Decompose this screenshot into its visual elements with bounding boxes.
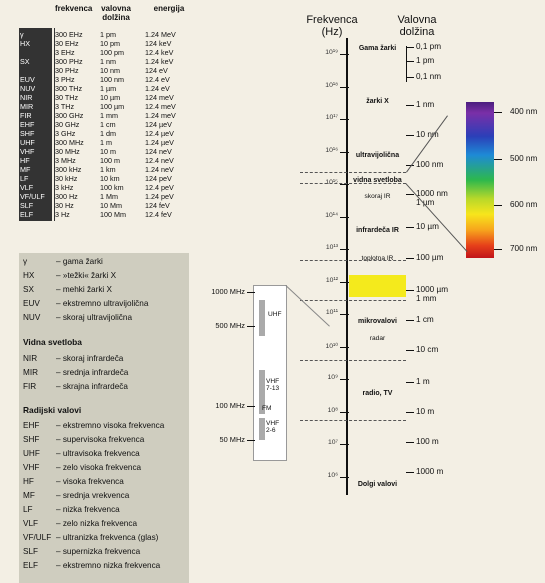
wavelength-label: 0,1 nm (416, 72, 442, 81)
legend-abbrev: EUV (23, 299, 40, 308)
wavelength-tick (406, 194, 414, 195)
energy-cell: 12.4 keV (145, 48, 174, 57)
region-label: skoraj IR (364, 193, 391, 200)
legend-abbrev: MIR (23, 368, 39, 377)
wavelength-cell: 100 Mm (100, 210, 126, 219)
frequency-cell: 3 PHz (55, 75, 75, 84)
legend-description: – »težki« žarki X (56, 271, 117, 280)
legend-description: – ultranizka frekvenca (glas) (56, 533, 159, 542)
exponent-label: 10⁸ (327, 406, 338, 414)
wavelength-cell: 100 pm (100, 48, 124, 57)
region-divider (300, 183, 406, 184)
wavelength-label: 1000 µm 1 mm (416, 285, 449, 303)
axis-tick (340, 347, 349, 348)
legend-description: – ekstremno nizka frekvenca (56, 561, 161, 570)
legend-heading-visible: Vidna svetloba (23, 337, 82, 347)
legend-description: – ekstremno ultravijolična (56, 299, 149, 308)
band-abbrev: SHF (20, 129, 35, 138)
energy-cell: 12.4 eV (145, 75, 170, 84)
band-abbrev: VLF (20, 183, 34, 192)
exponent-label: 10¹⁷ (325, 114, 338, 121)
band-abbrev: UHF (20, 138, 35, 147)
wavelength-label: 10 nm (416, 130, 439, 139)
wavelength-label: 1000 m (416, 467, 444, 476)
frequency-cell: 30 PHz (55, 66, 79, 75)
wavelength-label: 1 cm (416, 315, 434, 324)
exponent-label: 10¹⁴ (325, 211, 338, 219)
band-abbrev: VHF (20, 147, 35, 156)
visible-spectrum-bar (466, 102, 494, 258)
band-abbrev: NUV (20, 84, 36, 93)
legend-description: – zelo nizka frekvenca (56, 519, 138, 528)
spectrum-tick (494, 205, 502, 206)
wavelength-tick (406, 320, 414, 321)
band-abbrev: HX (20, 39, 30, 48)
wavelength-label: 10 cm (416, 345, 439, 354)
axis-tick (340, 477, 349, 478)
region-divider (300, 300, 406, 301)
tv-frequency-tick (247, 440, 255, 441)
axis-tick (340, 119, 349, 120)
wavelength-cell: 10 µm (100, 93, 121, 102)
tv-band-label: UHF (268, 311, 282, 318)
legend-description: – ultravisoka frekvenca (56, 449, 140, 458)
region-label: mikrovalovi (358, 318, 397, 325)
col-header-frequency: frekvenca (55, 4, 93, 13)
abbreviation-legend (19, 253, 189, 583)
region-label: ultravijolična (355, 152, 400, 159)
region-label: Gama žarki (358, 45, 397, 52)
legend-description: – srednja vrekvenca (56, 491, 130, 500)
tv-frequency-label: 50 MHz (219, 435, 245, 444)
legend-abbrev: HF (23, 477, 34, 486)
wavelength-cell: 10 pm (100, 39, 120, 48)
region-label: Dolgi valovi (357, 481, 398, 488)
legend-abbrev: γ (23, 257, 28, 266)
frequency-cell: 30 GHz (55, 120, 80, 129)
wavelength-cell: 1 µm (100, 84, 117, 93)
band-abbrev: EUV (20, 75, 35, 84)
frequency-cell: 30 EHz (55, 39, 79, 48)
region-label: žarki X (366, 98, 389, 105)
legend-description: – gama žarki (56, 257, 103, 266)
energy-cell: 1.24 meV (145, 111, 176, 120)
frequency-cell: 300 kHz (55, 165, 82, 174)
wavelength-cell: 10 nm (100, 66, 120, 75)
legend-description: – mehki žarki X (56, 285, 112, 294)
exponent-label: 10¹¹ (325, 309, 338, 316)
band-abbrev: MF (20, 165, 31, 174)
legend-description: – skrajna infrardeča (56, 382, 128, 391)
region-label: radar (369, 335, 386, 342)
energy-cell: 12.4 µeV (145, 129, 174, 138)
frequency-cell: 3 kHz (55, 183, 74, 192)
axis-tick (340, 152, 349, 153)
wavelength-tick (406, 472, 414, 473)
energy-cell: 1.24 neV (145, 165, 174, 174)
tv-band-label: VHF 2-6 (266, 420, 280, 434)
wavelength-cell: 1 Mm (100, 192, 118, 201)
tv-frequency-tick (247, 326, 255, 327)
wavelength-tick (406, 47, 414, 48)
wavelength-cell: 1 km (100, 165, 116, 174)
wavelength-tick (406, 412, 414, 413)
wavelength-cell: 10 m (100, 147, 116, 156)
energy-cell: 12.4 peV (145, 183, 174, 192)
frequency-cell: 3 THz (55, 102, 75, 111)
legend-abbrev: NIR (23, 354, 38, 363)
energy-cell: 1.24 MeV (145, 30, 176, 39)
legend-abbrev: FIR (23, 382, 37, 391)
frequency-cell: 30 MHz (55, 147, 80, 156)
frequency-axis-header: Frekvenca (Hz) (306, 14, 358, 38)
wavelength-cell: 10 Mm (100, 201, 122, 210)
legend-heading-radio: Radijski valovi (23, 405, 82, 415)
legend-abbrev: UHF (23, 449, 40, 458)
legend-description: – srednja infrardeča (56, 368, 129, 377)
wavelength-label: 10 µm (416, 222, 439, 231)
tv-zoom-line-top (285, 285, 330, 327)
wavelength-label: 100 m (416, 437, 439, 446)
frequency-cell: 300 MHz (55, 138, 84, 147)
region-divider (300, 360, 406, 361)
exponent-label: 10¹³ (325, 244, 338, 251)
legend-abbrev: VLF (23, 519, 39, 528)
wavelength-cell: 1 mm (100, 111, 118, 120)
exponent-label: 10¹⁸ (325, 81, 338, 89)
axis-tick (340, 282, 349, 283)
energy-cell: 1.24 peV (145, 192, 174, 201)
t-rays-highlight (349, 275, 406, 297)
wavelength-cell: 10 km (100, 174, 120, 183)
wavelength-label: 1 nm (416, 100, 435, 109)
legend-abbrev: NUV (23, 313, 41, 322)
legend-description: – skoraj infrardeča (56, 354, 124, 363)
tv-frequency-tick (247, 292, 255, 293)
spectrum-label: 400 nm (510, 107, 538, 116)
energy-cell: 124 eV (145, 66, 168, 75)
region-divider (300, 260, 406, 261)
frequency-cell: 300 THz (55, 84, 83, 93)
tv-frequency-label: 100 MHz (215, 401, 245, 410)
wavelength-tick (406, 290, 414, 291)
legend-abbrev: HX (23, 271, 35, 280)
band-abbrev: HF (20, 156, 30, 165)
frequency-cell: 300 EHz (55, 30, 83, 39)
tv-frequency-label: 500 MHz (215, 321, 245, 330)
region-divider (300, 420, 406, 421)
wavelength-tick (406, 350, 414, 351)
legend-description: – supernizka frekvenca (56, 547, 141, 556)
wavelength-cell: 100 µm (100, 102, 125, 111)
wavelength-label: 100 µm (416, 253, 444, 262)
band-abbrev: NIR (20, 93, 33, 102)
axis-tick (340, 444, 349, 445)
spectrum-tick (494, 159, 502, 160)
exponent-label: 10¹⁶ (325, 146, 338, 154)
wavelength-tick (406, 227, 414, 228)
wavelength-cell: 1 cm (100, 120, 116, 129)
wavelength-cell: 100 nm (100, 75, 124, 84)
band-abbrev: FIR (20, 111, 32, 120)
legend-description: – supervisoka frekvenca (56, 435, 145, 444)
energy-cell: 124 feV (145, 201, 170, 210)
region-label: vidna svetloba (353, 177, 402, 184)
region-divider (300, 172, 406, 173)
tv-band-segment (259, 418, 265, 440)
energy-cell: 12.4 meV (145, 102, 176, 111)
legend-description: – zelo visoka frekvenca (56, 463, 142, 472)
energy-cell: 1.24 µeV (145, 138, 174, 147)
wavelength-cell: 100 km (100, 183, 124, 192)
axis-tick (340, 54, 349, 55)
exponent-label: 10¹⁵ (325, 179, 338, 186)
wavelength-tick (406, 61, 414, 62)
band-abbrev: γ (20, 30, 24, 39)
energy-cell: 12.4 feV (145, 210, 172, 219)
axis-tick (340, 379, 349, 380)
region-label: infrardeča IR (356, 227, 399, 234)
tv-band-label: VHF 7-13 (266, 378, 280, 392)
tv-band-segment (259, 300, 265, 336)
axis-tick (340, 87, 349, 88)
band-abbrev: LF (20, 174, 29, 183)
tv-band-label: FM (262, 405, 272, 412)
wavelength-tick (406, 135, 414, 136)
legend-description: – visoka frekvenca (56, 477, 124, 486)
wavelength-tick (406, 258, 414, 259)
exponent-label: 10¹⁰ (325, 342, 338, 350)
wavelength-tick (406, 77, 414, 78)
exponent-label: 10⁷ (327, 439, 338, 446)
legend-abbrev: SHF (23, 435, 40, 444)
wavelength-cell: 1 pm (100, 30, 116, 39)
wavelength-tick (406, 382, 414, 383)
exponent-label: 10¹⁹ (325, 49, 338, 56)
axis-tick (340, 184, 349, 185)
frequency-cell: 30 kHz (55, 174, 78, 183)
spectrum-label: 600 nm (510, 200, 538, 209)
frequency-cell: 300 PHz (55, 57, 83, 66)
wavelength-axis-header: Valovna dolžina (397, 14, 437, 38)
wavelength-label: 1000 nm 1 µm (416, 189, 448, 207)
spectrum-label: 700 nm (510, 244, 538, 253)
legend-abbrev: VF/ULF (23, 533, 52, 542)
region-label: radio, TV (362, 390, 393, 397)
exponent-label: 10⁶ (327, 471, 338, 479)
wavelength-cell: 100 m (100, 156, 120, 165)
legend-abbrev: VHF (23, 463, 40, 472)
wavelength-label: 100 nm (416, 160, 444, 169)
band-abbrev: ELF (20, 210, 34, 219)
energy-cell: 1.24 keV (145, 57, 174, 66)
energy-cell: 12.4 neV (145, 156, 174, 165)
band-abbrev: EHF (20, 120, 35, 129)
tv-frequency-label: 1000 MHz (211, 287, 245, 296)
wavelength-tick (406, 105, 414, 106)
wavelength-cell: 1 nm (100, 57, 116, 66)
band-abbrev: VF/ULF (20, 192, 45, 201)
legend-abbrev: LF (23, 505, 33, 514)
energy-cell: 1.24 eV (145, 84, 170, 93)
axis-tick (340, 249, 349, 250)
tv-band-segment (259, 370, 265, 406)
legend-abbrev: ELF (23, 561, 39, 570)
wavelength-label: 10 m (416, 407, 435, 416)
legend-description: – skoraj ultravijolična (56, 313, 132, 322)
legend-abbrev: SLF (23, 547, 39, 556)
table-divider (54, 28, 55, 221)
energy-cell: 124 µeV (145, 120, 172, 129)
energy-cell: 124 neV (145, 147, 172, 156)
energy-cell: 124 meV (145, 93, 174, 102)
spectrum-label: 500 nm (510, 154, 538, 163)
energy-cell: 124 keV (145, 39, 172, 48)
exponent-label: 10¹² (325, 276, 338, 284)
spectrum-tick (494, 112, 502, 113)
frequency-cell: 3 Hz (55, 210, 70, 219)
wavelength-label: 1 pm (416, 56, 435, 65)
spectrum-tick (494, 249, 502, 250)
frequency-cell: 300 GHz (55, 111, 84, 120)
frequency-cell: 300 Hz (55, 192, 78, 201)
wavelength-tick (406, 442, 414, 443)
axis-tick (340, 412, 349, 413)
legend-abbrev: EHF (23, 421, 40, 430)
band-abbrev: SX (20, 57, 30, 66)
frequency-axis (346, 38, 348, 495)
col-header-wavelength: valovna dolžina (101, 4, 131, 22)
exponent-label: 10⁹ (327, 374, 338, 381)
energy-cell: 124 peV (145, 174, 172, 183)
frequency-cell: 3 GHz (55, 129, 76, 138)
region-label: toplotna IR (361, 255, 394, 262)
frequency-cell: 30 THz (55, 93, 79, 102)
legend-description: – nizka frekvenca (56, 505, 120, 514)
wavelength-label: 1 m (416, 377, 430, 386)
frequency-cell: 3 MHz (55, 156, 76, 165)
wavelength-cell: 1 dm (100, 129, 116, 138)
legend-description: – ekstremno visoka frekvenca (56, 421, 165, 430)
col-header-energy: energija (153, 4, 185, 13)
axis-tick (340, 314, 349, 315)
band-abbrev: SLF (20, 201, 34, 210)
wavelength-cell: 1 m (100, 138, 112, 147)
legend-abbrev: MF (23, 491, 35, 500)
band-abbrev: MIR (20, 102, 34, 111)
frequency-cell: 3 EHz (55, 48, 75, 57)
wavelength-label: 0,1 pm (416, 42, 442, 51)
axis-tick (340, 217, 349, 218)
legend-abbrev: SX (23, 285, 34, 294)
frequency-cell: 30 Hz (55, 201, 74, 210)
tv-frequency-tick (247, 406, 255, 407)
wavelength-bracket (406, 46, 407, 82)
